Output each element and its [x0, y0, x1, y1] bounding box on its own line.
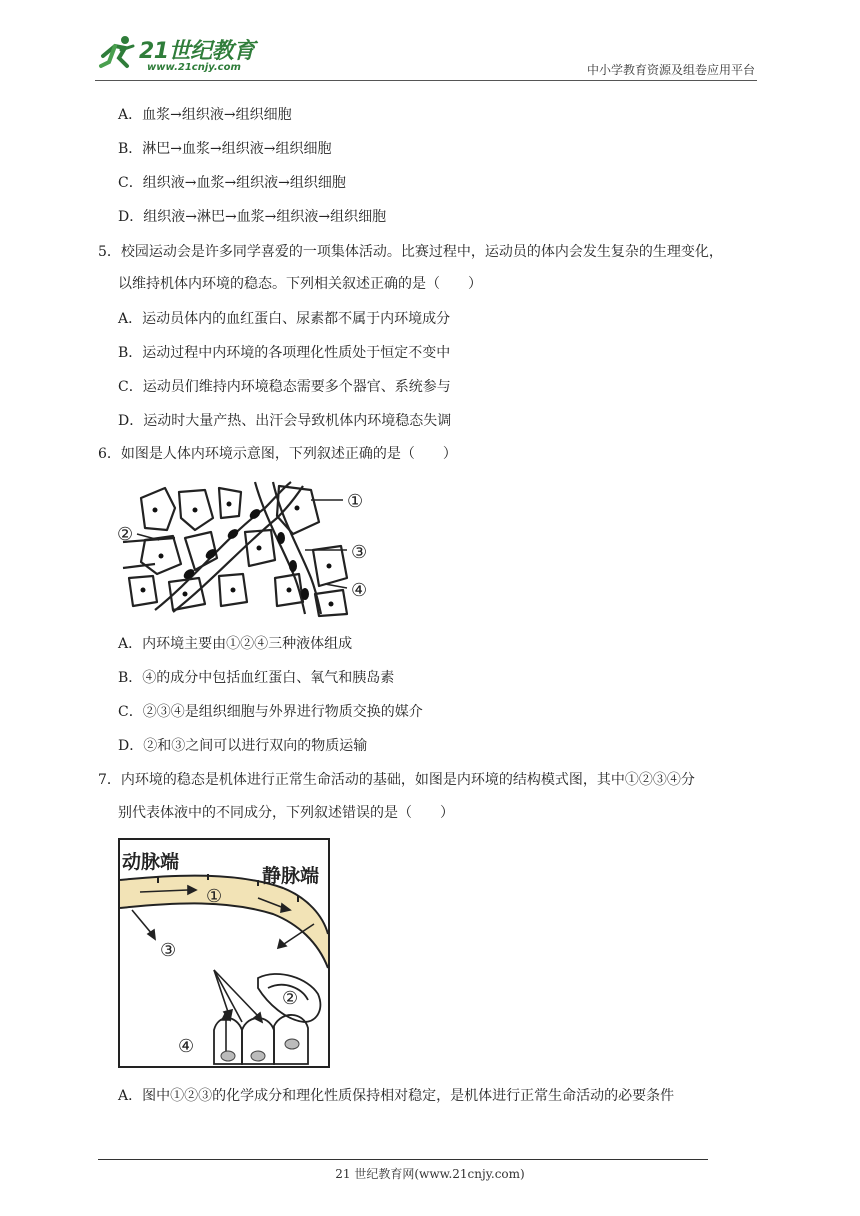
q7-label-2: ②: [282, 988, 299, 1009]
q7-label-3: ③: [160, 940, 177, 961]
runner-logo-icon: [95, 32, 139, 76]
q6-option-b: B．④的成分中包括血红蛋白、氧气和胰岛素: [118, 670, 395, 686]
platform-title: 中小学教育资源及组卷应用平台: [586, 63, 755, 77]
q5-option-d: D．运动时大量产热、出汗会导致机体内环境稳态失调: [118, 413, 452, 429]
footer-divider: [98, 1159, 708, 1160]
q6-label-1: ①: [347, 491, 364, 512]
q6-option-c: C．②③④是组织细胞与外界进行物质交换的媒介: [118, 704, 423, 720]
q6-label-4: ④: [351, 580, 368, 601]
page-header: [95, 30, 757, 81]
logo-text: 21世纪教育: [139, 39, 255, 64]
q7-arterial-end: 动脉端: [122, 851, 180, 873]
q4-option-c: C．组织液→血浆→组织液→组织细胞: [118, 175, 346, 191]
logo-url: www.21cnjy.com: [147, 62, 241, 73]
q6-option-a: A．内环境主要由①②④三种液体组成: [118, 636, 353, 652]
q7-stem-line2: 别代表体液中的不同成分，下列叙述错误的是（ ）: [118, 805, 454, 821]
q4-option-d: D．组织液→淋巴→血浆→组织液→组织细胞: [118, 209, 387, 225]
q5-stem-line1: 5．校园运动会是许多同学喜爱的一项集体活动。比赛过程中，运动员的体内会发生复杂的生理变化，: [98, 244, 723, 260]
q6-label-3: ③: [351, 542, 368, 563]
q5-stem-line2: 以维持机体内环境的稳态。下列相关叙述正确的是（ ）: [118, 276, 482, 292]
q7-figure: [118, 838, 332, 1070]
q4-option-b: B．淋巴→血浆→组织液→组织细胞: [118, 141, 332, 157]
footer-text: 21 世纪教育网(www.21cnjy.com): [335, 1167, 525, 1181]
q5-option-a: A．运动员体内的血红蛋白、尿素都不属于内环境成分: [118, 311, 451, 327]
q7-stem-line1: 7．内环境的稳态是机体进行正常生命活动的基础，如图是内环境的结构模式图，其中①②③④分: [98, 772, 695, 788]
q4-option-a: A．血浆→组织液→组织细胞: [118, 107, 292, 123]
q6-stem: 6．如图是人体内环境示意图，下列叙述正确的是（ ）: [98, 446, 457, 462]
q6-option-d: D．②和③之间可以进行双向的物质运输: [118, 738, 368, 754]
q7-label-4: ④: [178, 1036, 195, 1057]
q7-label-1: ①: [206, 886, 223, 907]
logo: [95, 32, 265, 76]
q5-option-c: C．运动员们维持内环境稳态需要多个器官、系统参与: [118, 379, 451, 395]
q6-figure: [115, 478, 380, 618]
q7-option-a: A．图中①②③的化学成分和理化性质保持相对稳定，是机体进行正常生命活动的必要条件: [118, 1088, 675, 1104]
q6-label-2: ②: [117, 524, 134, 545]
q5-option-b: B．运动过程中内环境的各项理化性质处于恒定不变中: [118, 345, 451, 361]
q7-venous-end: 静脉端: [262, 865, 320, 887]
